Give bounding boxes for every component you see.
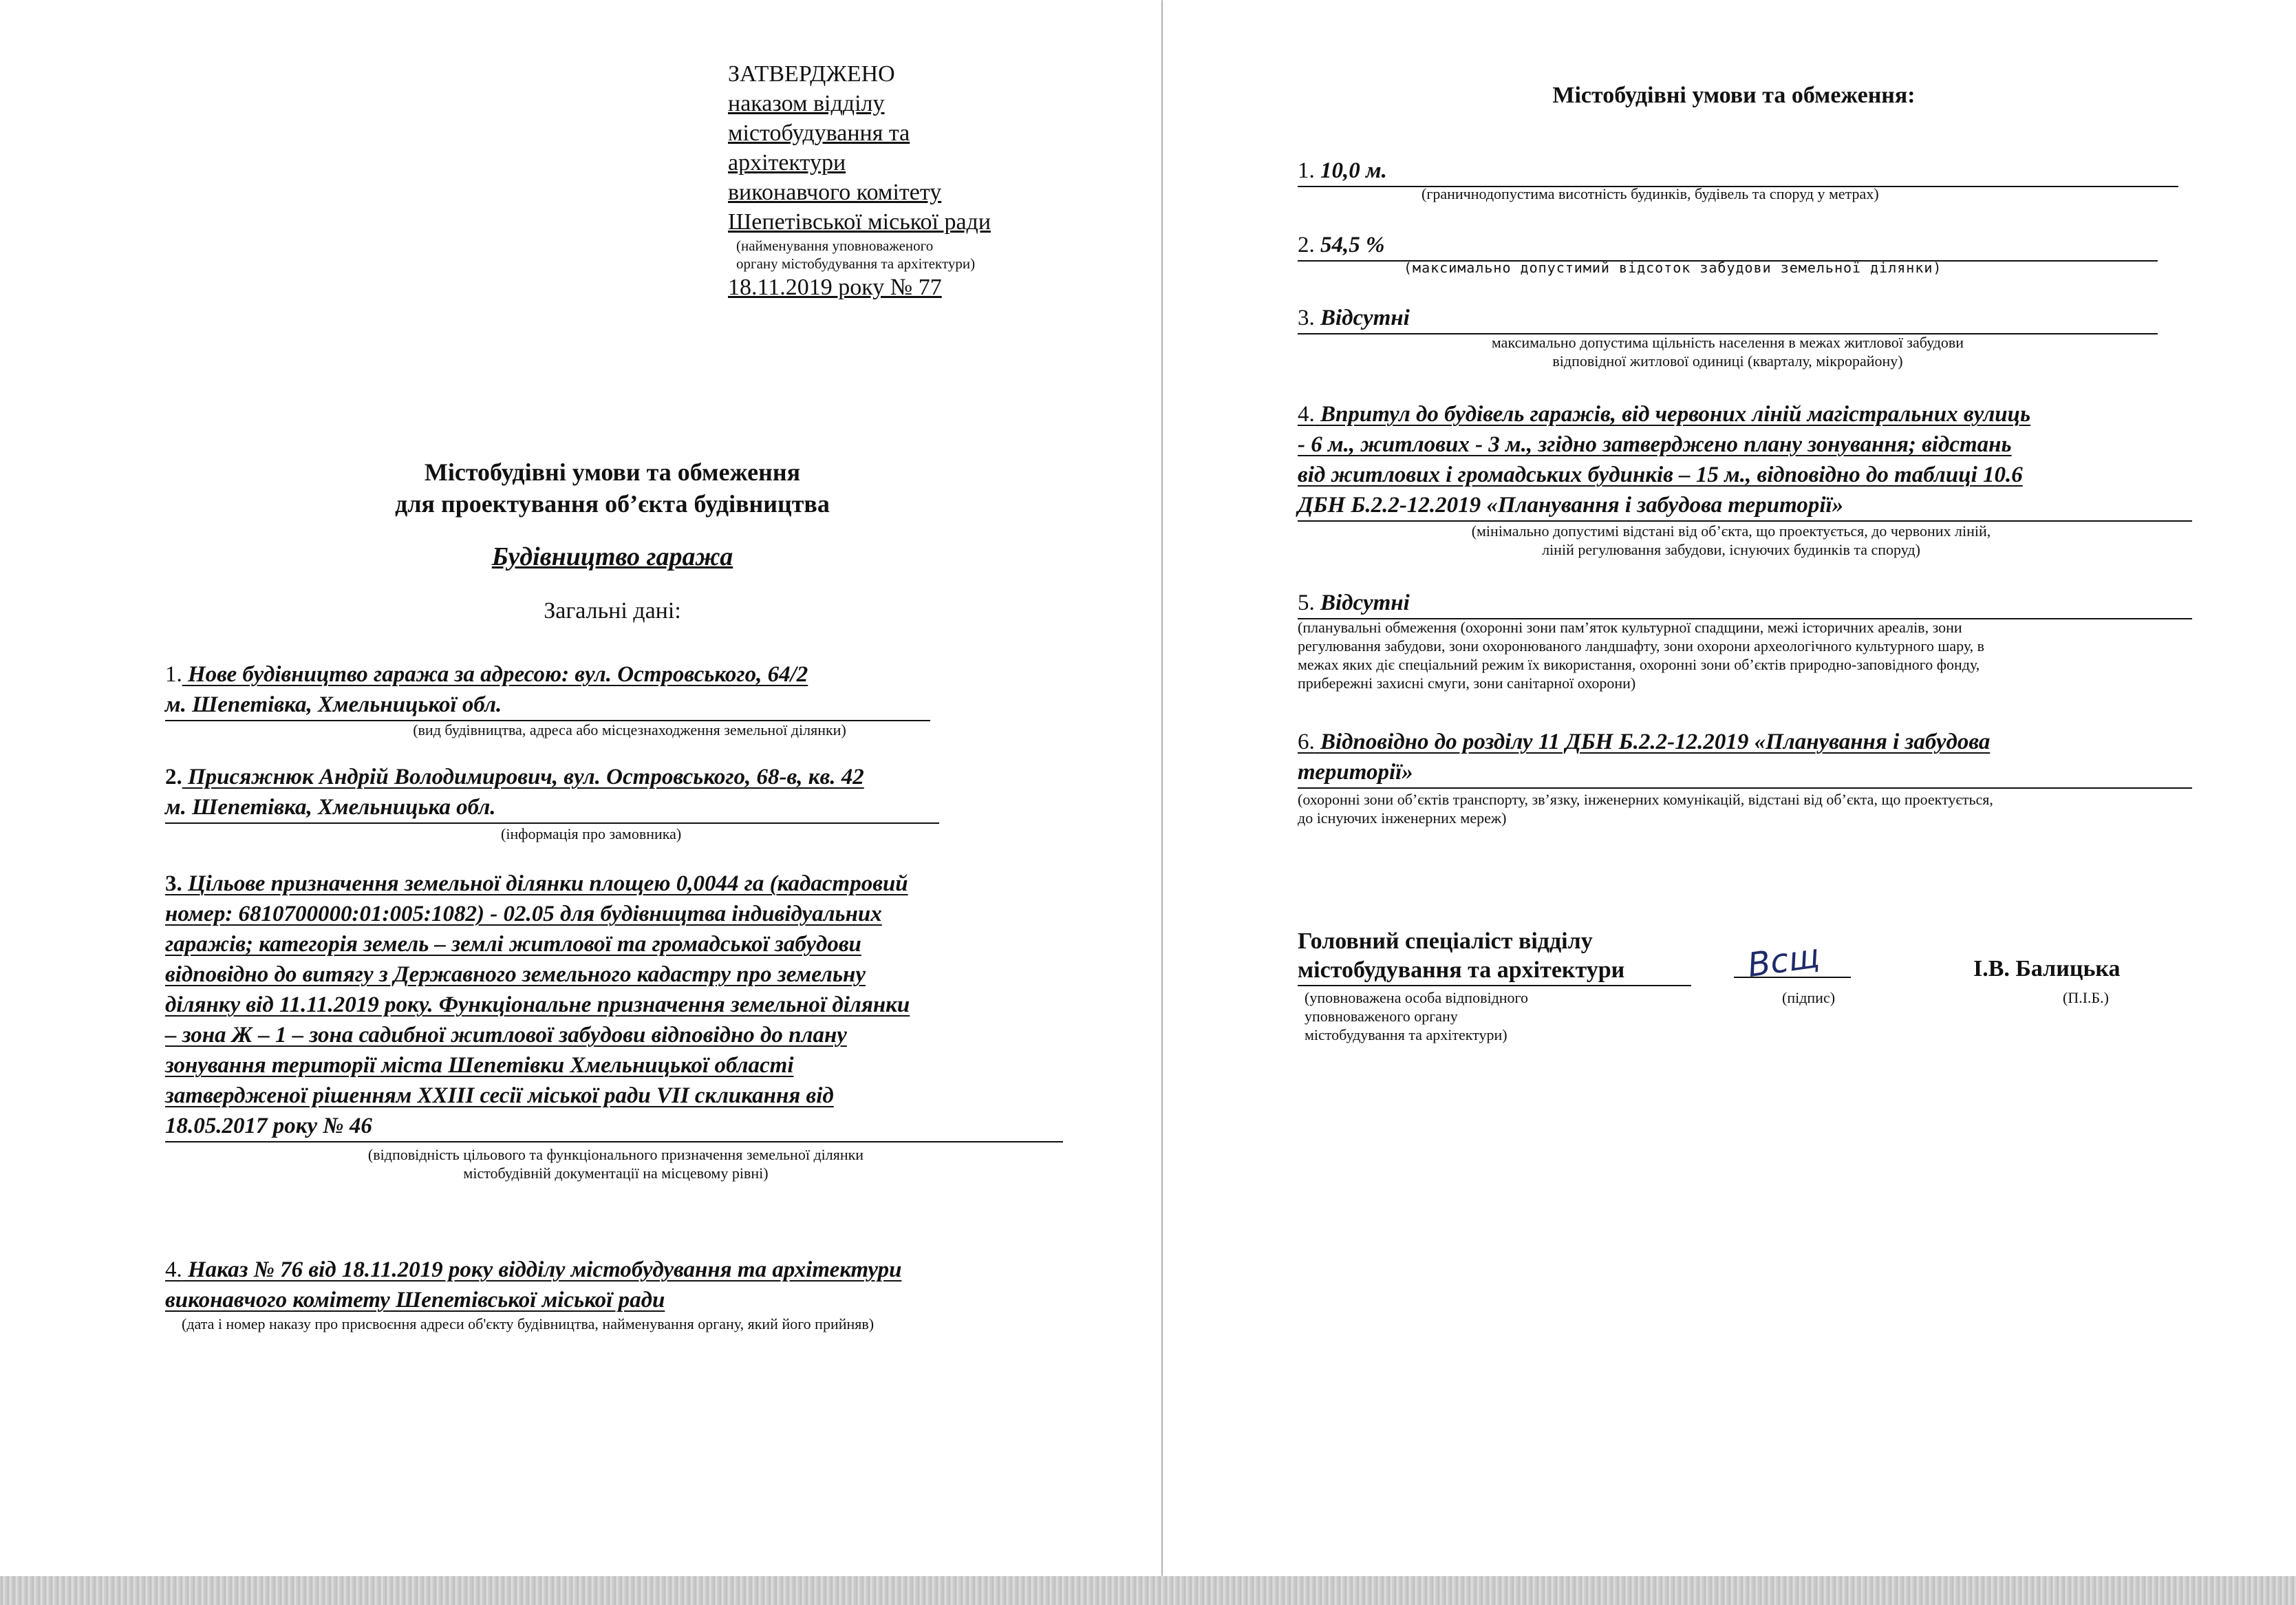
caption-line: (охоронні зони об’єктів транспорту, зв’язку, інженерних комунікацій, відстані від об’єкта, що проектується, [1298,791,1993,808]
condition-caption [1298,333,2158,370]
condition-caption: (максимально допустимий відсоток забудови земельної ділянки) [1404,259,1942,276]
item-caption [165,1145,1066,1182]
item-caption: (дата і номер наказу про присвоєння адреси об'єкту будівництва, найменування органу, який його прийняв) [182,1315,875,1332]
caption-line: до існуючих інженерних мереж) [1298,809,1507,827]
signer-caption [1305,988,1528,1044]
caption-line: регулювання забудови, зони охоронюваного ландшафту, зони охорони археологічного культурного шару, в [1298,637,1985,655]
signer-title-line: містобудування та архітектури [1298,956,1691,986]
signature-caption: (підпис) [1782,989,1836,1006]
condition-text: Відповідно до розділу 11 ДБН Б.2.2-12.2019 «Планування і забудова [1314,730,1991,754]
caption-line: ліній регулювання забудови, існуючих будинків та споруд) [1542,541,1920,558]
item-number: 4. [165,1257,182,1282]
item-text: ділянку від 11.11.2019 року. Функціональне призначення земельної ділянки [165,992,910,1017]
approval-line: Шепетівської міської ради [728,209,991,235]
general-item-1 [165,659,1073,721]
scan-edge [0,1576,2296,1605]
caption-line: межах яких діє спеціальний режим їх використання, охоронні зони об’єктів природно-заповідного фонду, [1298,656,1980,673]
condition-caption [1298,618,2206,692]
caption-line: (мінімально допустимі відстані від об’єкта, що проектується, до червоних ліній, [1471,522,1991,540]
approval-block [728,59,1113,302]
item-text: Наказ № 76 від 18.11.2019 року відділу містобудування та архітектури [182,1257,902,1282]
item-text: м. Шепетівка, Хмельницька обл. [165,795,496,820]
condition-text: території» [1298,757,2192,789]
left-page [0,0,1161,1576]
approval-date: 18.11.2019 року № 77 [728,275,942,300]
approval-line: містобудування та [728,120,910,146]
item-text: – зона Ж – 1 – зона садибної житлової забудови відповідно до плану [165,1023,847,1048]
signer-title [1298,927,1691,986]
item-number: 2. [1298,233,1315,257]
item-number: 3. [1298,306,1315,330]
item-text: Нове будівництво гаража за адресою: вул. Островського, 64/2 [182,662,808,687]
general-item-2 [165,762,1094,824]
item-text: відповідно до витягу з Державного земельного кадастру про земельну [165,962,866,987]
condition-text: ДБН Б.2.2-12.2019 «Планування і забудова території» [1298,490,2192,522]
general-item-4 [165,1255,1094,1315]
general-data-heading: Загальні дані: [544,598,681,624]
conditions-heading: Містобудівні умови та обмеження: [1552,83,1916,108]
condition-6 [1298,727,2192,789]
item-number: 6. [1298,730,1315,754]
caption-line: уповноваженого органу [1305,1008,1458,1025]
item-text: Цільове призначення земельної ділянки площею 0,0044 га (кадастровий [182,871,908,896]
approval-title: ЗАТВЕРДЖЕНО [728,61,895,87]
caption-line: містобудівній документації на місцевому рівні) [463,1165,769,1182]
handwritten-signature: Всщ [1745,936,1822,986]
name-caption: (П.І.Б.) [2063,989,2109,1006]
condition-text: Впритул до будівель гаражів, від червоних ліній магістральних вулиць [1314,402,2031,427]
condition-text: - 6 м., житлових - 3 м., згідно затверджено плану зонування; відстань [1298,432,2012,457]
condition-2 [1298,230,2158,262]
caption-line: максимально допустима щільність населення в межах житлової забудови [1491,334,1964,351]
heading-line: для проектування об’єкта будівництва [395,490,830,518]
object-name: Будівництво гаража [491,542,733,571]
item-number: 4. [1298,402,1315,427]
item-number: 1. [1298,158,1315,183]
approval-line: архітектури [728,150,846,176]
condition-value: Відсутні [1314,306,1410,330]
approval-caption: органу містобудування та архітектури) [736,255,976,272]
approval-caption: (найменування уповноваженого [736,237,934,254]
document-heading [165,456,1060,520]
condition-caption: (граничнодопустима висотність будинків, будівель та споруд у метрах) [1421,185,1879,202]
caption-line: прибережні захисні смуги, зони санітарної охорони) [1298,674,1636,692]
item-text: зонування території міста Шепетівки Хмельницької області [165,1053,794,1078]
item-text: гаражів; категорія земель – землі житлової та громадської забудови [165,932,861,957]
item-number: 2. [165,765,182,789]
item-caption: (інформація про замовника) [501,825,682,842]
item-number: 1. [165,662,182,687]
condition-caption [1298,790,2206,827]
caption-line: містобудування та архітектури) [1305,1026,1508,1043]
approval-line: наказом відділу [728,91,885,116]
caption-line: (відповідність цільового та функціонального призначення земельної ділянки [367,1146,864,1163]
signer-title-line: Головний спеціаліст відділу [1298,928,1593,954]
item-text: м. Шепетівка, Хмельницької обл. [165,692,502,717]
condition-caption [1298,522,2165,559]
general-item-3 [165,869,1066,1142]
condition-3 [1298,303,2158,334]
item-text: виконавчого комітету Шепетівської міської ради [165,1288,665,1312]
item-number: 5. [1298,591,1315,615]
item-caption: (вид будівництва, адреса або місцезнаходження земельної ділянки) [413,721,846,738]
heading-line: Містобудівні умови та обмеження [424,458,801,486]
condition-value: 10,0 м. [1314,158,1387,183]
condition-value: Відсутні [1314,591,1410,615]
right-page [1163,0,2296,1576]
condition-text: від житлових і громадських будинків – 15 м., відповідно до таблиці 10.6 [1298,463,2023,487]
approval-line: виконавчого комітету [728,180,942,205]
item-text: номер: 6810700000:01:005:1082) - 02.05 для будівництва індивідуальних [165,902,882,926]
signer-name: І.В. Балицька [1973,956,2121,981]
caption-line: (уповноважена особа відповідного [1305,989,1529,1006]
condition-4 [1298,399,2192,522]
condition-value: 54,5 % [1314,233,1385,257]
item-text: затвердженої рішенням XXIII сесії міської ради VII скликання від [165,1083,834,1108]
item-number: 3. [165,871,182,896]
condition-1 [1298,156,2178,187]
caption-line: відповідної житлової одиниці (кварталу, мікрорайону) [1552,352,1903,370]
condition-5 [1298,588,2192,619]
item-text: 18.05.2017 року № 46 [165,1111,1063,1142]
item-text: Присяжнюк Андрій Володимирович, вул. Островського, 68-в, кв. 42 [182,765,864,789]
caption-line: (планувальні обмеження (охоронні зони пам’яток культурної спадщини, межі історичних ареалів, зони [1298,619,1962,636]
